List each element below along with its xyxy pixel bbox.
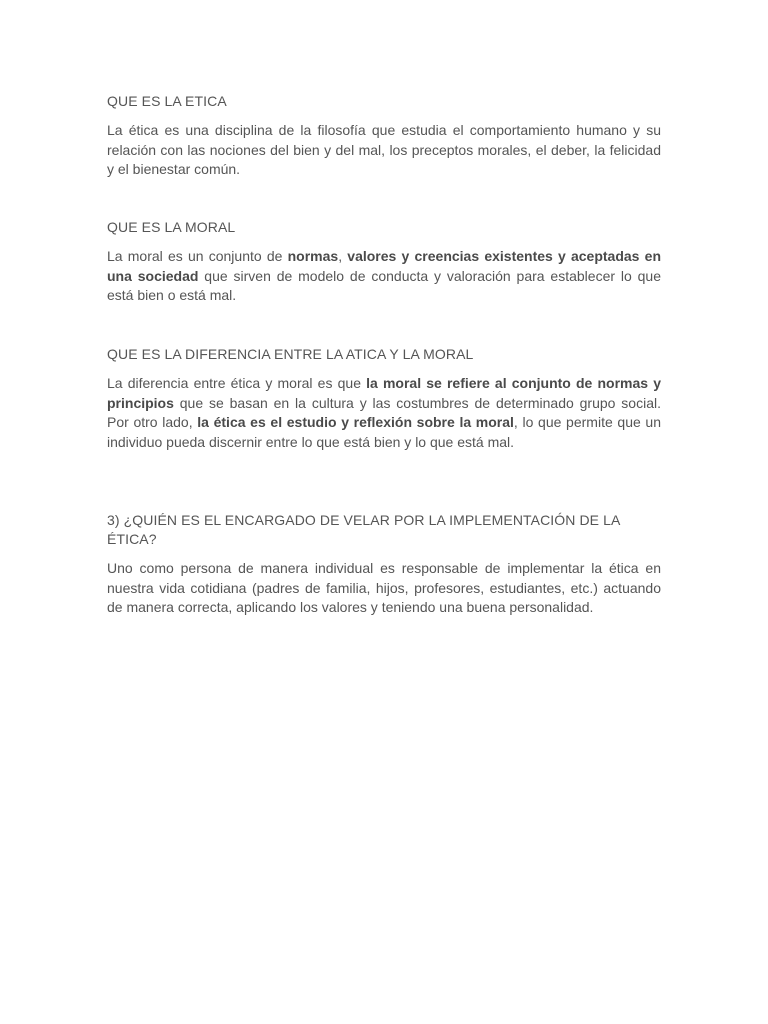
section-moral	[107, 218, 661, 345]
document-page	[107, 92, 661, 648]
bold-text: la moral se refiere al conjunto de normas y principios	[107, 375, 662, 411]
bold-text: la ética es el estudio y reflexión sobre la moral	[197, 414, 514, 430]
section-paragraph	[107, 247, 661, 306]
section-diferencia	[107, 345, 661, 511]
paragraph-text: que sirven de modelo de conducta y valoración para establecer lo que está bien o está mal.	[107, 267, 661, 303]
section-heading: QUE ES LA MORAL	[107, 219, 236, 235]
paragraph-text: , lo que permite que un individuo pueda discernir entre lo que está bien y lo que está mal.	[107, 414, 661, 450]
section-paragraph	[107, 121, 661, 180]
paragraph-text: que se basan en la cultura y las costumbres de determinado grupo social. Por otro lado,	[107, 394, 661, 430]
section-encargado	[107, 511, 661, 618]
paragraph-text: La ética es una disciplina de la filosofía que estudia el comportamiento humano y su relación con las nociones del bien y del mal, los preceptos morales, el deber, la felicidad y el bienestar común.	[107, 122, 661, 177]
section-etica	[107, 92, 661, 218]
section-paragraph	[107, 559, 661, 618]
section-paragraph	[107, 374, 661, 452]
paragraph-text: La moral es un conjunto de	[107, 248, 288, 264]
paragraph-text: Uno como persona de manera individual es responsable de implementar la ética en nuestra vida cotidiana (padres de familia, hijos, profesores, estudiantes, etc.) actuando de manera correcta, aplicando los valores y teniendo una buena personalidad.	[107, 560, 661, 615]
section-heading: QUE ES LA ETICA	[107, 93, 227, 109]
bold-text: valores y creencias existentes y aceptadas en una sociedad	[107, 248, 661, 284]
section-heading: QUE ES LA DIFERENCIA ENTRE LA ATICA Y LA MORAL	[107, 346, 474, 362]
paragraph-text: ,	[338, 248, 348, 264]
bold-text: normas	[287, 248, 339, 264]
section-heading: 3) ¿QUIÉN ES EL ENCARGADO DE VELAR POR LA IMPLEMENTACIÓN DE LA ÉTICA?	[107, 512, 620, 547]
paragraph-text: La diferencia entre ética y moral es que	[107, 375, 367, 391]
